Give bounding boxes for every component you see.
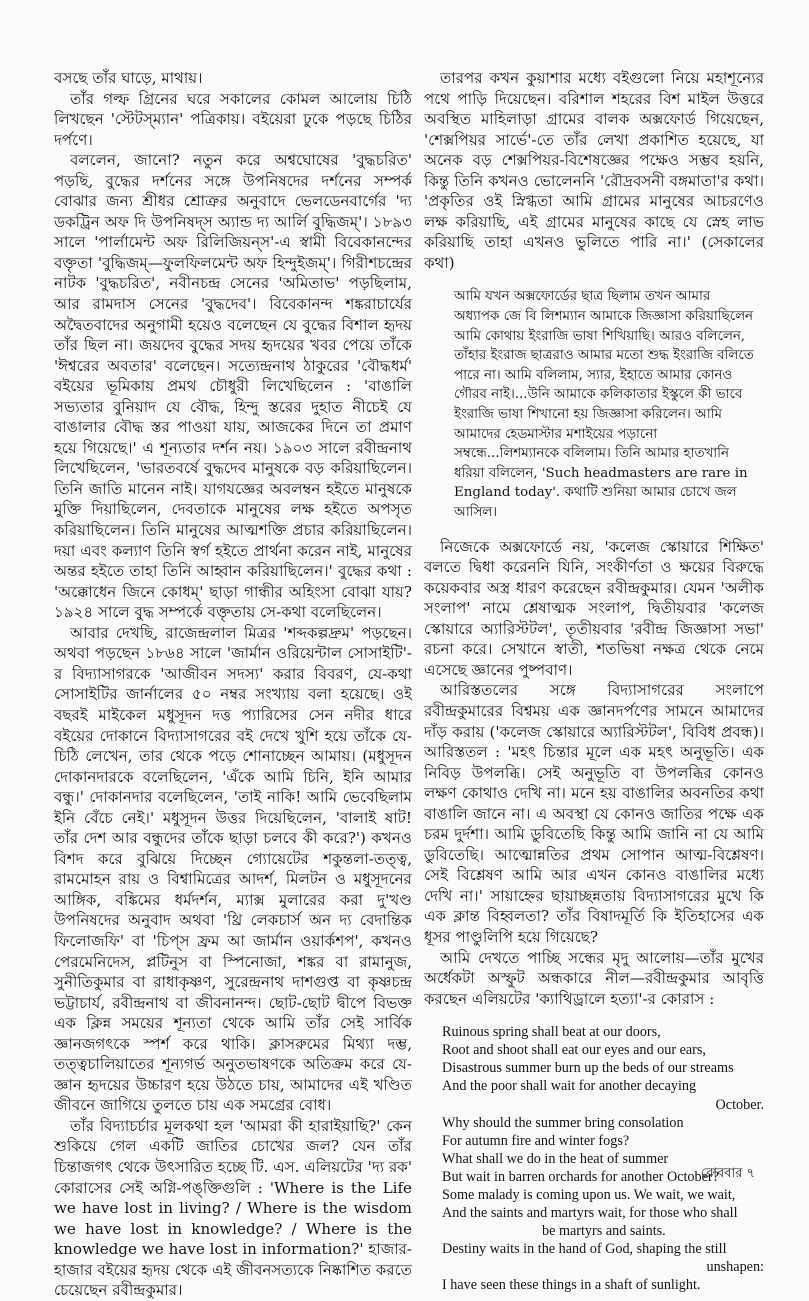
poem-line: Some malady is coming upon us. We wait, we wait, (442, 1187, 736, 1204)
poem-line: Why should the summer bring consolation (442, 1114, 684, 1131)
poem-line: But wait in barren orchards for another October? (442, 1168, 719, 1185)
poem-line: For autumn fire and winter fogs? (442, 1132, 630, 1149)
paragraph: আরিস্ততলের সঙ্গে বিদ্যাসাগরের সংলাপে রবীন্দ্রকুমারের বিশ্বময় এক জ্ঞানদর্পণের সামনে আমাদের দাঁড় করায় ('কলেজ স্কোয়ারে অ্যারিস্টটল', বিবিধ প্রবন্ধ)। আরিস্ততল : 'মহৎ চিন্তার মূলে এক মহৎ অনুভূতি। এক নিবিড় উপলব্ধি। সেই অনুভূতি বা উপলব্ধির কোনও লক্ষণ কোথাও দেখি না। মনে হয় বাঙালির অবনতির কথা বাঙালি জানে না। এ অবস্থা যে কোনও জাতির পক্ষে এক চরম দুর্দশা। আমি ডুবিতেছি কিন্তু আমি জানি না যে আমি ডুবিতেছি। আত্মোন্নতির প্রথম সোপান আত্ম-বিশ্লেষণ। সেই বিশ্লেষণ আমি আর এখন কোনও বাঙালির মধ্যে দেখি না।' সায়াহ্নের ছায়াচ্ছন্নতায় বিদ্যাসাগরের মুখে কি এক ক্লান্ত বিহ্বলতা? তাঁর বিষাদমূর্তি কি ইতিহাসের এক ধূসর পাণ্ডুলিপি হয়ে গিয়েছে? (424, 681, 764, 946)
page-folio: রোববার ৭ (700, 1166, 755, 1181)
poem-line: unshapen: (706, 1259, 764, 1276)
poem-line: Disastrous summer burn up the beds of our streams (442, 1060, 734, 1077)
poem-line: be martyrs and saints. (542, 1223, 666, 1240)
poem-line: And the poor shall wait for another decaying (442, 1078, 697, 1095)
poem-line: What shall we do in the heat of summer (442, 1150, 669, 1167)
paragraph: তারপর কখন কুয়াশার মধ্যে বইগুলো নিয়ে মহাশূন্যের পথে পাড়ি দিয়েছেন। বরিশাল শহরের বিশ মাইল উত্তরে অবস্থিত মাহিলাড়া গ্রামের বালক অক্সফোর্ড গিয়েছেন, 'শেক্সপিয়র সার্ভে'-তে তাঁর লেখা প্রকাশিত হয়েছে, যা অনেক বড় শেক্সপিয়র-বিশেষজ্ঞের পক্ষেও সম্ভব হয়নি, কিন্তু তিনি কখনও ভোলেননি 'রৌদ্রবসনী বঙ্গমাতা'র কথা। 'প্রকৃতির ওই স্নিগ্ধতা আমি গ্রামের মানুষের আচরণেও লক্ষ করিয়াছি, এই গ্রামের মানুষের কাছে যে স্নেহ লাভ করিয়াছি তাহা এখনও ভুলিতে পারি না।' (সেকালের কথা) (424, 69, 764, 272)
paragraph: আমি দেখতে পাচ্ছি সন্ধের মৃদু আলোয়—তাঁর মুখের অর্ধেকটা অস্ফুট অন্ধকারে নীল—রবীন্দ্রকুমার আবৃত্তি করছেন এলিয়টের 'ক্যাথিড্রালে হত্যা'-র কোরাস : (424, 948, 764, 1008)
paragraph: নিজেকে অক্সফোর্ডে নয়, 'কলেজ স্কোয়ারে শিক্ষিত' বলতে দ্বিধা করেননি যিনি, সংকীর্ণতা ও ক্ষয়ের বিরুদ্ধে কয়েকবার অস্ত্র ধারণ করেছেন রবীন্দ্রকুমার। যেমন 'অলীক সংলাপ' নামে শ্লেষাত্মক সংলাপ, দ্বিতীয়বার 'কলেজ স্কোয়ারে অ্যারিস্টটল', তৃতীয়বার 'রবীন্দ্র জিজ্ঞাসা সভা' রচনা করে। সেখানে স্বাতী, শতভিষা নক্ষত্র থেকে নেমে এসেছে জ্ঞানের পুষ্পবাণ। (424, 537, 764, 679)
poem-line: Root and shoot shall eat our eyes and our ears, (442, 1042, 706, 1059)
poem-line: I have seen these things in a shaft of sunlight. (442, 1277, 701, 1294)
block-quote: আমি যখন অক্সফোর্ডের ছাত্র ছিলাম তখন আমার অধ্যাপক জে বি লিশম্যান আমাকে জিজ্ঞাসা করিয়াছিলেন আমি কোথায় ইংরাজি ভাষা শিখিয়াছি। আরও বলিলেন, তাঁহার ইংরাজ ছাত্ররাও আমার মতো শুদ্ধ ইংরাজি বলিতে পারে না। আমি বলিলাম, স্যার, ইহাতে আমার কোনও গৌরব নাই।...উনি আমাকে কলিকাতার ইস্কুলে কী ভাবে ইংরাজি ভাষা শিখানো হয় জিজ্ঞাসা করিলেন। আমি আমাদের হেডমাস্টার মশাইয়ের পড়ানো সম্বন্ধে...লিশম্যানকে বলিলাম। তিনি আমার হাতখানি ধরিয়া বলিলেন, 'Such headmasters are rare in England today'. কথাটি শুনিয়া আমার চোখে জল আসিল। (454, 289, 754, 520)
left-column (54, 68, 412, 1301)
right-column (424, 68, 764, 1295)
poem-excerpt (442, 1023, 764, 1294)
right-column-bottom (424, 537, 764, 1010)
paragraph: বললেন, জানো? নতুন করে অশ্বঘোষের 'বুদ্ধচরিত' পড়ছি, বুদ্ধের দর্শনের সঙ্গে উপনিষদের দর্শনের সম্পর্ক বোঝার জন্য শ্রীধর শ্রোত্রুর অনুবাদে ভেলডেনবার্গের 'দ্য ডকট্রিন অফ দি উপনিষদ্‌স অ্যান্ড দ্য আর্লি বুদ্ধিজম্‌'। ১৮৯৩ সালে 'পার্লামেন্ট অফ রিলিজিয়ন্‌স'-এ স্বামী বিবেকানন্দের বক্তৃতা 'বুদ্ধিজম্‌—ফুলফিলমেন্ট অফ হিন্দুইজম্‌'। গিরীশচন্দ্রের নাটক 'বুদ্ধচরিত', নবীনচন্দ্র সেনের 'অমিতাভ' পড়ছিলাম, আর রামদাস সেনের 'বুদ্ধদেব'। বিবেকানন্দ শঙ্করাচার্যের অদ্বৈতবাদের অনুগামী হয়েও বলেছেন যে বুদ্ধের বিশাল হৃদয় তাঁর ছিল না। জয়দেব বুদ্ধের সদয় হৃদয়ের খবর পেয়ে তাঁকে 'ঈশ্বরের অবতার' বলেছেন। সত্যেন্দ্রনাথ ঠাকুরের 'বৌদ্ধধর্ম' বইয়ের ভূমিকায় প্রমথ চৌধুরী লিখেছিলেন : 'বাঙালি সভ্যতার বুনিয়াদ যে বৌদ্ধ, হিন্দু স্তরের দুহাত নীচেই যে বাঙালার বৌদ্ধ স্তর পাওয়া যায়, আজকের দিনে তা প্রমাণ হয়ে গিয়েছে।' এ শূন্যতার দর্শন নয়। ১৯০৩ সালে রবীন্দ্রনাথ লিখেছিলেন, 'ভারতবর্ষে বুদ্ধদেব মানুষকে বড় করিয়াছিলেন। তিনি জাতি মানেন নাই। যাগযজ্ঞের অবলম্বন হইতে মানুষকে মুক্তি দিয়াছিলেন, দেবতাকে মানুষের লক্ষ হইতে অপসৃত করিয়াছিলেন। তিনি মানুষের আত্মশক্তি প্রচার করিয়াছিলেন। দয়া এবং কল্যাণ তিনি স্বর্গ হইতে প্রার্থনা করেন নাই, মানুষের অন্তর হইতে তাহা তিনি আহ্বান করিয়াছিলেন।' বুদ্ধের কথা : 'অক্কোধেন জিনে কোধম্‌' ছাড়া গান্ধীর অহিংসা বোঝা যায়? ১৯২৪ সালে বুদ্ধ সম্পর্কে বক্তৃতায় সে-কথা বলেছিলেন। (54, 151, 412, 622)
paragraph: তাঁর বিদ্যাচর্চার মূলকথা হল 'আমরা কী হারাইয়াছি?' কেন শুকিয়ে গেল একটি জাতির চোখের জল? যেন তাঁর চিন্তাজগৎ থেকে উৎসারিত হচ্ছে টি. এস. এলিয়টের 'দ্য রক' কোরাসের সেই অগ্নি-পঙ্‌ক্তিগুলি : 'Where is the Life we have lost in living? / Where is the wisdom we have lost in knowledge? / Where is the knowledge we have lost in information?' হাজার-হাজার বইয়ের হৃদয় থেকে এই জীবনসত্যকে নিষ্কাশিত করতে চেয়েছেন রবীন্দ্রকুমার। (54, 1116, 412, 1300)
paragraph: আবার দেখছি, রাজেন্দ্রলাল মিত্রর 'শব্দকল্পদ্রুম' পড়ছেন। অথবা পড়ছেন ১৮৬৪ সালে 'জার্মান ওরিয়েন্টাল সোসাইটি'-র বিদ্যাসাগরকে 'আজীবন সদস্য' করার বিবরণ, যে-কথা সোসাইটির জার্নালের ৫০ নম্বর সংখ্যায় বলা হয়েছে। ওই বছরই মাইকেল মধুসূদন দত্ত প্যারিসের সেন নদীর ধারে বইয়ের দোকানে বিদ্যাসাগরের বই দেখে খুশি হয়ে তাঁকে যে-চিঠি লেখেন, তার থেকে পড়ে শোনাচ্ছেন আমায়। (মধুসূদন দোকানদারকে বলেছিলেন, 'এঁকে আমি চিনি, ইনি আমার বন্ধু।' দোকানদার বলেছিলেন, 'তাই নাকি! আমি ভেবেছিলাম ইনি বেঁচে নেই।' মধুসূদন উত্তর দিয়েছিলেন, 'বালাই ষাট! তাঁর দেশ আর বন্ধুদের তাঁকে ছাড়া চলবে কী করে?') কখনও বিশদ করে বুঝিয়ে দিচ্ছেন গ্যোয়েটের শকুন্তলা-তত্ত্ব, রামমোহন রায় ও বিশ্বামিত্রের আদর্শ, মিলটন ও মধুসূদনের আঙ্গিক, বঙ্কিমের ধর্মদর্শন, ম্যাক্স মুলারের করা দু'খণ্ড উপনিষদের অনুবাদ অথবা 'থ্রি লেকচার্স অন দ্য বেদান্তিক ফিলোজফি' বা 'চিপ্‌স ফ্রম আ জার্মান ওয়ার্কশপ', কখনও পেরমেনিদেস, প্লটিনুস বা স্পিনোজা, শঙ্কর বা রামানুজ, সুনীতিকুমার বা রাধাকৃষ্ণণ, সুরেন্দ্রনাথ দাশগুপ্ত বা কৃষ্ণচন্দ্র ভট্টাচার্য, রবীন্দ্রনাথ বা জীবনানন্দ। ছোট-ছোট দ্বীপে বিভক্ত এক ক্লিন্ন সময়ের শূন্যতা থেকে আমি তাঁর সেই সার্বিক জ্ঞানজগৎকে স্পর্শ করে থাকি। ক্লাসরুমের মিথ্যা দম্ভ, তত্ত্বচালিয়াতের শূন্যগর্ভ অনুতভাষণকে অতিক্রম করে যে-জ্ঞান হৃদয়ের উচ্চারণ হয়ে উঠতে চায়, আমাদের এই খণ্ডিত জীবনে জাগিয়ে তুলতে চায় এক সমগ্রের বোধ। (54, 623, 412, 1115)
poem-line: October. (715, 1096, 764, 1113)
poem-line: Ruinous spring shall beat at our doors, (442, 1024, 661, 1041)
paragraph: বসছে তাঁর ঘাড়ে, মাথায়। (54, 69, 203, 87)
paragraph: তাঁর গল্ফ গ্রিনের ঘরে সকালের কোমল আলোয় চিঠি লিখছেন 'স্টেটস্‌ম্যান' পত্রিকায়। বইয়েরা ঢুকে পড়ছে চিঠির দর্পণে। (54, 89, 412, 149)
poem-line: Destiny waits in the hand of God, shaping the still (442, 1241, 727, 1258)
poem-line: And the saints and martyrs wait, for those who shall (442, 1205, 738, 1222)
right-column-top (424, 68, 764, 273)
